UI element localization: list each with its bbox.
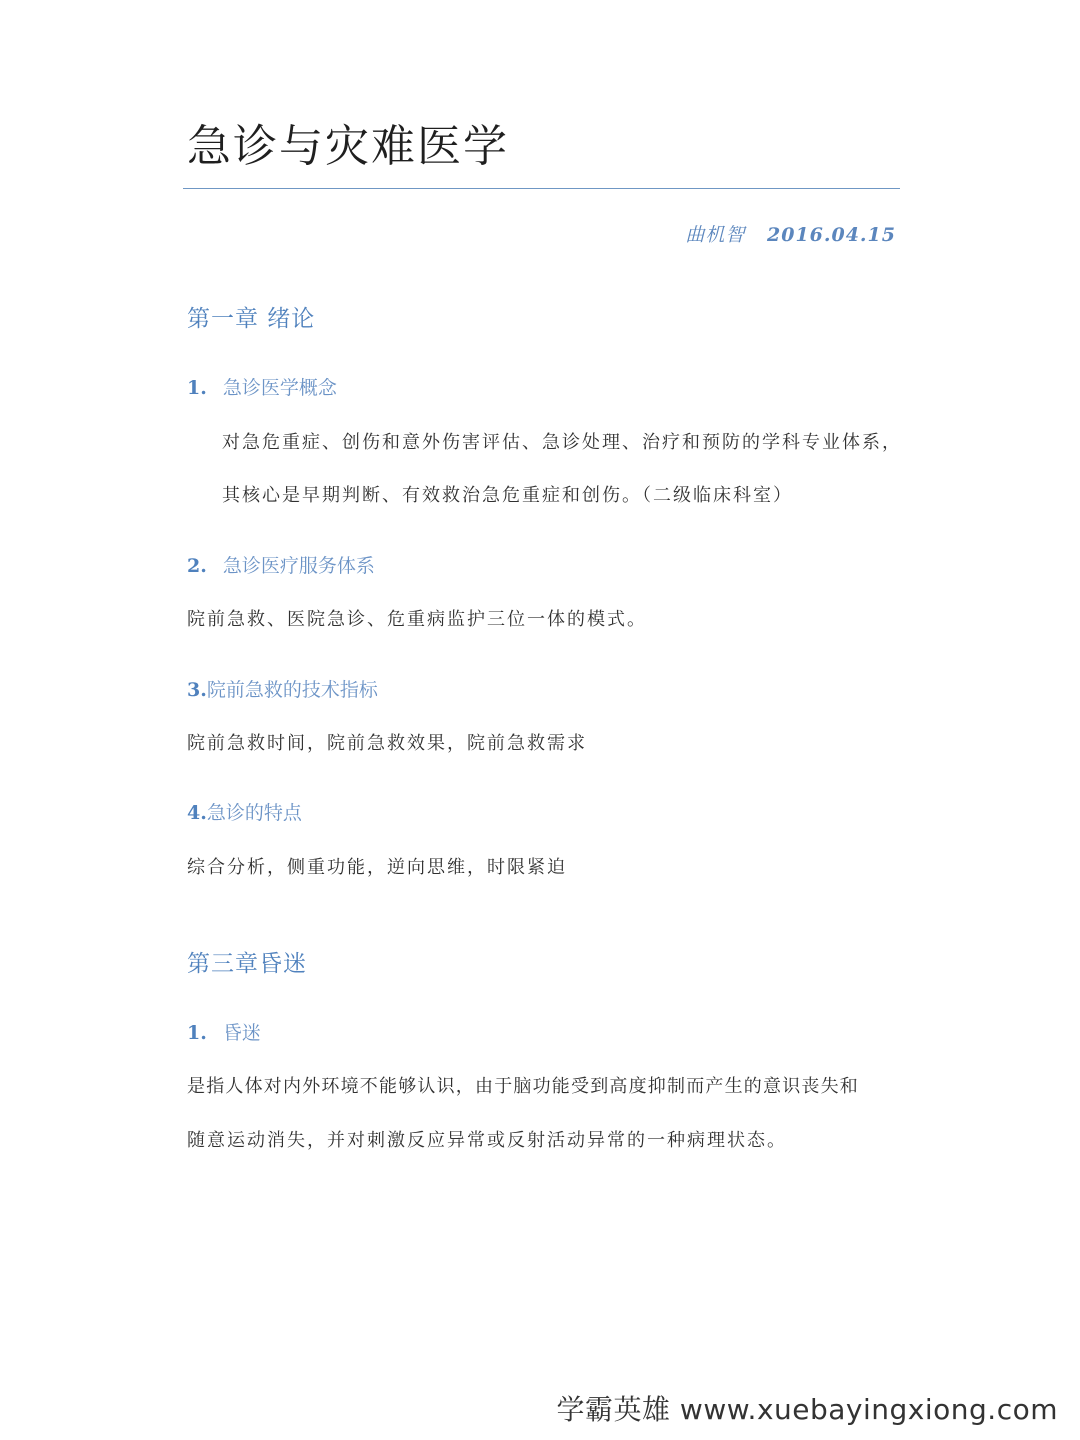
section-title: 急诊医疗服务体系 — [222, 555, 375, 577]
byline — [685, 220, 896, 247]
section-heading — [187, 675, 378, 702]
paragraph-line: 院前急救、医院急诊、危重病监护三位一体的模式。 — [187, 609, 647, 630]
section-heading — [187, 373, 337, 400]
section-title: 急诊医学概念 — [222, 377, 337, 399]
chapter-heading: 第三章昏迷 — [187, 951, 307, 977]
paragraph-line: 对急危重症、创伤和意外伤害评估、急诊处理、治疗和预防的学科专业体系， — [222, 432, 902, 453]
section-number: 1. — [187, 377, 207, 399]
section-number: 2. — [187, 555, 207, 577]
section-title: 院前急救的技术指标 — [206, 679, 378, 701]
document-title: 急诊与灾难医学 — [187, 121, 509, 172]
section-number: 4. — [187, 802, 207, 824]
section-heading — [187, 1018, 261, 1045]
paragraph-line: 院前急救时间，院前急救效果，院前急救需求 — [187, 733, 587, 754]
section-title: 急诊的特点 — [206, 802, 302, 824]
section-title: 昏迷 — [222, 1022, 261, 1044]
section-number: 3. — [187, 679, 207, 701]
section-heading — [187, 551, 375, 578]
section-number: 1. — [187, 1022, 207, 1044]
section-heading — [187, 798, 302, 825]
title-divider — [183, 188, 900, 189]
chapter-heading: 第一章 绪论 — [187, 306, 316, 332]
author-name: 曲机智 — [685, 224, 746, 246]
paragraph-line: 综合分析，侧重功能，逆向思维，时限紧迫 — [187, 857, 567, 878]
paragraph-line: 是指人体对内外环境不能够认识，由于脑功能受到高度抑制而产生的意识丧失和 — [187, 1076, 859, 1097]
document-date: 2016.04.15 — [767, 224, 896, 246]
paragraph-line: 随意运动消失，并对刺激反应异常或反射活动异常的一种病理状态。 — [187, 1130, 787, 1151]
footer-brand: 学霸英雄 www.xuebayingxiong.com — [556, 1393, 1058, 1426]
paragraph-line: 其核心是早期判断、有效救治急危重症和创伤。（二级临床科室） — [222, 485, 793, 506]
